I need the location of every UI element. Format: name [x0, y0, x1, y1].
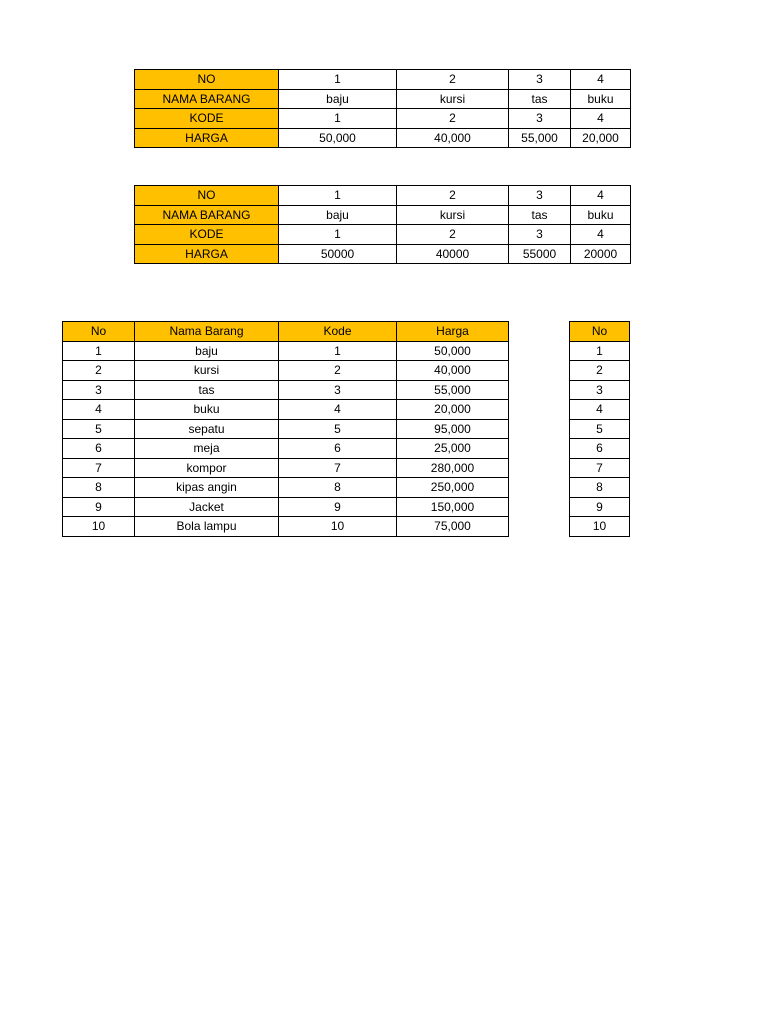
cell-no[interactable]: 2 [63, 361, 135, 381]
cell-nama-barang[interactable]: sepatu [135, 419, 279, 439]
column-header-harga[interactable]: Harga [397, 322, 509, 342]
label-cell[interactable]: NAMA BARANG [135, 205, 279, 225]
table-row [570, 380, 630, 400]
label-cell[interactable]: KODE [135, 109, 279, 129]
cell-kode[interactable]: 9 [279, 497, 397, 517]
cell-no[interactable]: 3 [63, 380, 135, 400]
cell-nama-barang[interactable]: Bola lampu [135, 517, 279, 537]
data-cell[interactable]: 3 [509, 225, 571, 245]
row-nama-barang [135, 89, 631, 109]
data-cell[interactable]: tas [509, 205, 571, 225]
table-row [63, 380, 509, 400]
cell-kode[interactable]: 8 [279, 478, 397, 498]
cell-harga[interactable]: 40,000 [397, 361, 509, 381]
label-cell[interactable]: NO [135, 186, 279, 206]
cell-kode[interactable]: 1 [279, 341, 397, 361]
column-header-nama-barang[interactable]: Nama Barang [135, 322, 279, 342]
cell-no[interactable]: 5 [570, 419, 630, 439]
label-cell[interactable]: KODE [135, 225, 279, 245]
cell-harga[interactable]: 25,000 [397, 439, 509, 459]
cell-no[interactable]: 7 [63, 458, 135, 478]
data-cell[interactable]: 20000 [571, 244, 631, 264]
table-row [63, 400, 509, 420]
cell-no[interactable]: 8 [63, 478, 135, 498]
table-row [570, 517, 630, 537]
data-cell[interactable]: 4 [571, 186, 631, 206]
cell-no[interactable]: 3 [570, 380, 630, 400]
cell-no[interactable]: 4 [570, 400, 630, 420]
label-cell[interactable]: HARGA [135, 244, 279, 264]
data-cell[interactable]: 1 [279, 109, 397, 129]
cell-nama-barang[interactable]: kipas angin [135, 478, 279, 498]
data-cell[interactable]: 40000 [397, 244, 509, 264]
cell-nama-barang[interactable]: tas [135, 380, 279, 400]
table-row [63, 439, 509, 459]
row-no [135, 70, 631, 90]
table-row [63, 478, 509, 498]
cell-no[interactable]: 1 [63, 341, 135, 361]
table-row [570, 439, 630, 459]
column-header-no[interactable]: No [63, 322, 135, 342]
cell-nama-barang[interactable]: kursi [135, 361, 279, 381]
data-cell[interactable]: 20,000 [571, 128, 631, 148]
table-row [570, 419, 630, 439]
column-header-kode[interactable]: Kode [279, 322, 397, 342]
data-cell[interactable]: kursi [397, 205, 509, 225]
data-cell[interactable]: buku [571, 205, 631, 225]
data-cell[interactable]: 1 [279, 225, 397, 245]
data-cell[interactable]: baju [279, 89, 397, 109]
data-cell[interactable]: baju [279, 205, 397, 225]
label-cell[interactable]: NO [135, 70, 279, 90]
data-cell[interactable]: 55,000 [509, 128, 571, 148]
data-cell[interactable]: 3 [509, 70, 571, 90]
no-column-table [569, 321, 630, 537]
cell-no[interactable]: 9 [570, 497, 630, 517]
cell-no[interactable]: 9 [63, 497, 135, 517]
cell-kode[interactable]: 7 [279, 458, 397, 478]
row-kode [135, 109, 631, 129]
table-row [570, 478, 630, 498]
cell-harga[interactable]: 280,000 [397, 458, 509, 478]
cell-kode[interactable]: 2 [279, 361, 397, 381]
cell-kode[interactable]: 10 [279, 517, 397, 537]
cell-no[interactable]: 8 [570, 478, 630, 498]
data-cell[interactable]: 3 [509, 109, 571, 129]
cell-no[interactable]: 1 [570, 341, 630, 361]
data-cell[interactable]: 55000 [509, 244, 571, 264]
cell-kode[interactable]: 4 [279, 400, 397, 420]
table-row [570, 497, 630, 517]
table-row [570, 400, 630, 420]
data-cell[interactable]: buku [571, 89, 631, 109]
cell-harga[interactable]: 150,000 [397, 497, 509, 517]
data-cell[interactable]: 3 [509, 186, 571, 206]
cell-nama-barang[interactable]: kompor [135, 458, 279, 478]
data-cell[interactable]: 50000 [279, 244, 397, 264]
header-row [63, 322, 509, 342]
horizontal-table-raw [134, 185, 631, 264]
row-nama-barang [135, 205, 631, 225]
data-cell[interactable]: 2 [397, 109, 509, 129]
row-kode [135, 225, 631, 245]
data-cell[interactable]: 4 [571, 70, 631, 90]
cell-no[interactable]: 7 [570, 458, 630, 478]
table-row [63, 458, 509, 478]
header-row [570, 322, 630, 342]
cell-harga[interactable]: 20,000 [397, 400, 509, 420]
data-cell[interactable]: kursi [397, 89, 509, 109]
cell-no[interactable]: 4 [63, 400, 135, 420]
table-row [570, 341, 630, 361]
label-cell[interactable]: HARGA [135, 128, 279, 148]
cell-no[interactable]: 6 [570, 439, 630, 459]
table-row [63, 361, 509, 381]
cell-kode[interactable]: 5 [279, 419, 397, 439]
cell-nama-barang[interactable]: meja [135, 439, 279, 459]
cell-kode[interactable]: 6 [279, 439, 397, 459]
item-list-table [62, 321, 509, 537]
table-row [570, 458, 630, 478]
cell-kode[interactable]: 3 [279, 380, 397, 400]
data-cell[interactable]: 2 [397, 70, 509, 90]
data-cell[interactable]: 2 [397, 225, 509, 245]
table-row [63, 419, 509, 439]
column-header-no[interactable]: No [570, 322, 630, 342]
cell-no[interactable]: 10 [63, 517, 135, 537]
table-row [63, 517, 509, 537]
data-cell[interactable]: 2 [397, 186, 509, 206]
cell-harga[interactable]: 55,000 [397, 380, 509, 400]
row-harga [135, 244, 631, 264]
cell-no[interactable]: 5 [63, 419, 135, 439]
cell-nama-barang[interactable]: buku [135, 400, 279, 420]
data-cell[interactable]: tas [509, 89, 571, 109]
horizontal-table-formatted [134, 69, 631, 148]
label-cell[interactable]: NAMA BARANG [135, 89, 279, 109]
cell-no[interactable]: 10 [570, 517, 630, 537]
cell-no[interactable]: 2 [570, 361, 630, 381]
row-harga [135, 128, 631, 148]
cell-harga[interactable]: 250,000 [397, 478, 509, 498]
data-cell[interactable]: 50,000 [279, 128, 397, 148]
data-cell[interactable]: 4 [571, 225, 631, 245]
cell-harga[interactable]: 95,000 [397, 419, 509, 439]
data-cell[interactable]: 4 [571, 109, 631, 129]
cell-harga[interactable]: 50,000 [397, 341, 509, 361]
table-row [570, 361, 630, 381]
data-cell[interactable]: 40,000 [397, 128, 509, 148]
data-cell[interactable]: 1 [279, 186, 397, 206]
cell-nama-barang[interactable]: Jacket [135, 497, 279, 517]
table-row [63, 497, 509, 517]
table-row [63, 341, 509, 361]
data-cell[interactable]: 1 [279, 70, 397, 90]
cell-nama-barang[interactable]: baju [135, 341, 279, 361]
cell-harga[interactable]: 75,000 [397, 517, 509, 537]
cell-no[interactable]: 6 [63, 439, 135, 459]
row-no [135, 186, 631, 206]
